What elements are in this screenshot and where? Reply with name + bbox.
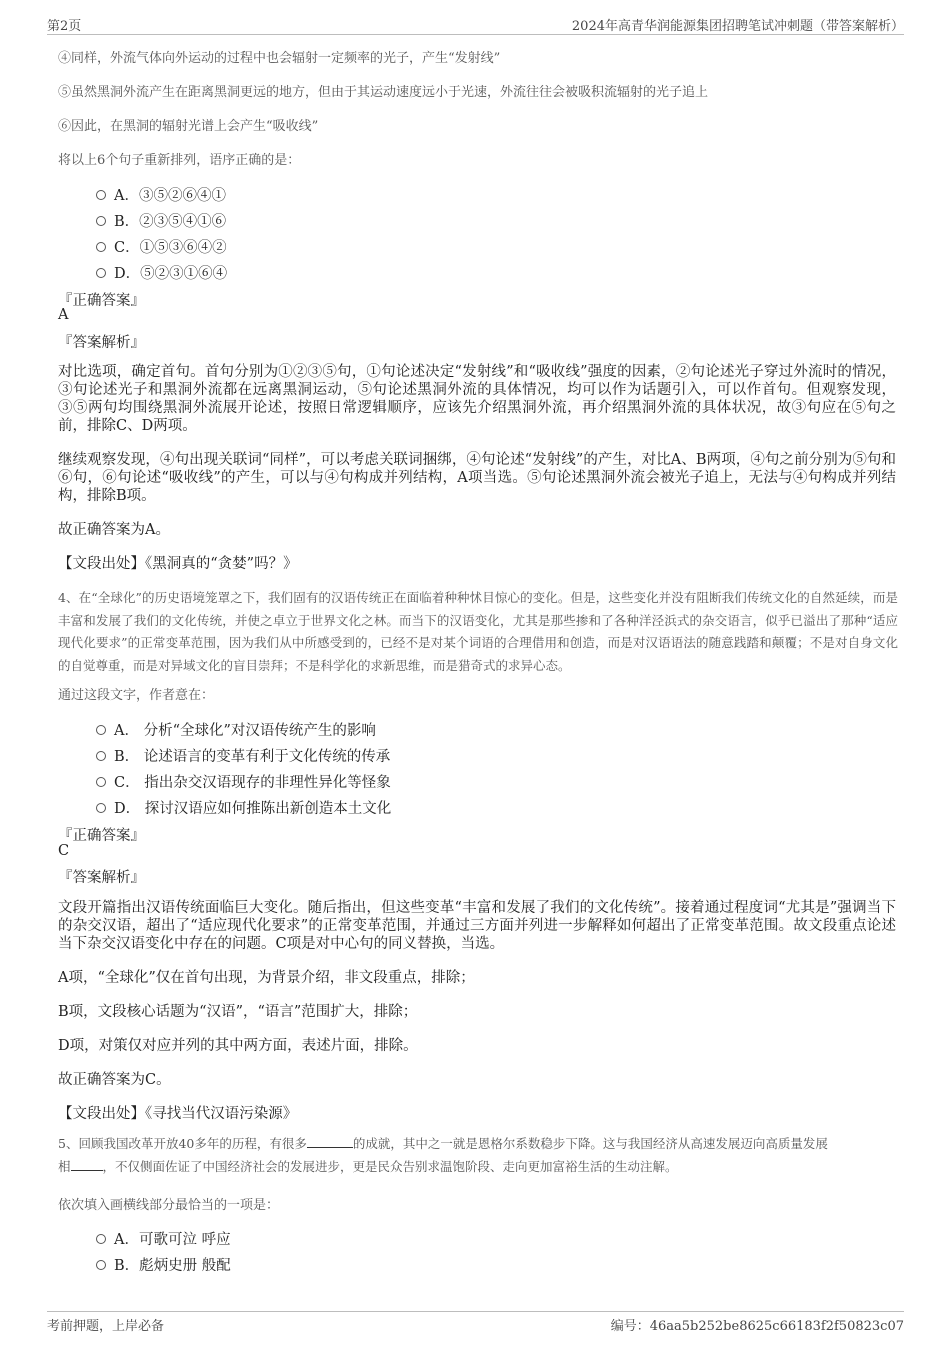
q3-correct-label: 『正确答案』 <box>58 293 145 309</box>
q3-analysis-conclusion: 故正确答案为A。 <box>58 522 170 538</box>
q4-option-b[interactable]: B． 论述语言的变革有利于文化传统的传承 <box>96 745 390 766</box>
radio-icon[interactable] <box>96 216 106 226</box>
q4-analysis-option-a: A项，“全球化”仅在首句出现，为背景介绍，非文段重点，排除； <box>58 970 475 986</box>
q3-prompt: 将以上6个句子重新排列，语序正确的是： <box>58 153 301 168</box>
q3-source: 【文段出处】《黑洞真的“贪婪”吗？》 <box>58 556 298 572</box>
q3-analysis-label: 『答案解析』 <box>58 335 145 351</box>
radio-icon[interactable] <box>96 1234 106 1244</box>
q4-option-a[interactable]: A． 分析“全球化”对汉语传统产生的影响 <box>96 719 376 740</box>
q4-analysis-option-d: D项，对策仅对应并列的其中两方面，表述片面，排除。 <box>58 1038 418 1054</box>
q5-option-a[interactable]: A．可歌可泣 呼应 <box>96 1228 231 1249</box>
q3-option-b[interactable]: B．②③⑤④①⑥ <box>96 210 226 231</box>
radio-icon[interactable] <box>96 751 106 761</box>
radio-icon[interactable] <box>96 242 106 252</box>
page-footer <box>47 1311 904 1338</box>
q4-analysis-conclusion: 故正确答案为C。 <box>58 1072 171 1088</box>
q3-option-a[interactable]: A．③⑤②⑥④① <box>96 184 226 205</box>
fill-blank-1[interactable] <box>307 1133 353 1148</box>
radio-icon[interactable] <box>96 725 106 735</box>
q3-option-c[interactable]: C．①⑤③⑥④② <box>96 236 227 257</box>
q3-analysis-paragraph-2: 继续观察发现，④句出现关联词“同样”，可以考虑关联词捆绑，④句论述“发射线”的产生，对比A、B两项，④句之前分别为⑤句和⑥句，⑥句论述“吸收线”的产生，可以与④句构成并列结构，A项当选。⑤句论述黑洞外流会被光子追上，无法与④句构成并列结构，排除B项。 <box>58 452 896 504</box>
q4-option-c[interactable]: C． 指出杂交汉语现存的非理性异化等怪象 <box>96 771 391 792</box>
q5-prompt: 依次填入画横线部分最恰当的一项是： <box>58 1198 280 1213</box>
page-header <box>47 14 904 35</box>
footer-slogan: 考前押题，上岸必备 <box>47 1319 165 1334</box>
q3-analysis-paragraph-1: 对比选项，确定首句。首句分别为①②③⑤句，①句论述决定“发射线”和“吸收线”强度的因素，②句论述光子穿过外流时的情况，③句论述光子和黑洞外流都在远离黑洞运动，⑤句论述黑洞外流的具体情况，均可以作为话题引入，可以作首句。但观察发现，③⑤两句均围绕黑洞外流展开论述，按照日常逻辑顺序，应该先介绍黑洞外流，再介绍黑洞外流的具体状况，故③句应在⑤句之前，排除C、D两项。 <box>58 364 896 434</box>
q3-option-d[interactable]: D．⑤②③①⑥④ <box>96 262 227 283</box>
radio-icon[interactable] <box>96 268 106 278</box>
q3-sentence-5: ⑤虽然黑洞外流产生在距离黑洞更远的地方，但由于其运动速度远小于光速，外流往往会被吸积流辐射的光子追上 <box>58 85 709 100</box>
fill-blank-2[interactable] <box>71 1156 103 1171</box>
radio-icon[interactable] <box>96 803 106 813</box>
q4-analysis-option-b: B项，文段核心话题为“汉语”，“语言”范围扩大，排除； <box>58 1004 418 1020</box>
document-code: 编号：46aa5b252be8625c66183f2f50823c07 <box>610 1319 904 1334</box>
q5-passage: 5、回顾我国改革开放40多年的历程，有很多 的成就，其中之一就是恩格尔系数稳步下降。这与我国经济从高速发展迈向高质量发展 相 ，不仅侧面佐证了中国经济社会的发展进步，更是民众告别求温饱阶段、走向更加富裕生活的生动注解。 <box>58 1133 898 1178</box>
q3-sentence-6: ⑥因此，在黑洞的辐射光谱上会产生“吸收线” <box>58 119 319 134</box>
q3-correct-value: A <box>58 307 69 323</box>
q4-analysis-label: 『答案解析』 <box>58 870 145 886</box>
q4-correct-value: C <box>58 843 70 859</box>
page-number: 第2页 <box>47 19 82 34</box>
q3-sentence-4: ④同样，外流气体向外运动的过程中也会辐射一定频率的光子，产生“发射线” <box>58 51 501 66</box>
q4-source: 【文段出处】《寻找当代汉语污染源》 <box>58 1106 298 1122</box>
q5-option-b[interactable]: B．彪炳史册 般配 <box>96 1254 231 1275</box>
radio-icon[interactable] <box>96 1260 106 1270</box>
radio-icon[interactable] <box>96 777 106 787</box>
q4-analysis-paragraph-1: 文段开篇指出汉语传统面临巨大变化。随后指出，但这些变革“丰富和发展了我们的文化传统”。接着通过程度词“尤其是”强调当下的杂交汉语，超出了“适应现代化要求”的正常变革范围，并通过三方面并列进一步解释如何超出了正常变革范围。故文段重点论述当下杂交汉语变化中存在的问题。C项是对中心句的同义替换，当选。 <box>58 900 896 952</box>
q4-prompt: 通过这段文字，作者意在： <box>58 688 215 703</box>
q4-passage: 4、在“全球化”的历史语境笼罩之下，我们固有的汉语传统正在面临着种种怵目惊心的变化。但是，这些变化并没有阻断我们传统文化的自然延续，而是丰富和发展了我们的文化传统，并使之卓立于世界文化之林。而当下的汉语变化，尤其是那些掺和了各种洋泾浜式的杂交语言，似乎已溢出了那种“适应现代化要求”的正常变革范围，因为我们从中所感受到的，已经不是对某个词语的合理借用和创造，而是对汉语语法的随意践踏和颠覆；不是对自身文化的自觉尊重，而是对异域文化的盲目崇拜；不是科学化的求新思维，而是猎奇式的求异心态。 <box>58 590 898 673</box>
q4-correct-label: 『正确答案』 <box>58 828 145 844</box>
q4-option-d[interactable]: D． 探讨汉语应如何推陈出新创造本土文化 <box>96 797 391 818</box>
document-title: 2024年高青华润能源集团招聘笔试冲刺题（带答案解析） <box>571 19 904 34</box>
radio-icon[interactable] <box>96 190 106 200</box>
